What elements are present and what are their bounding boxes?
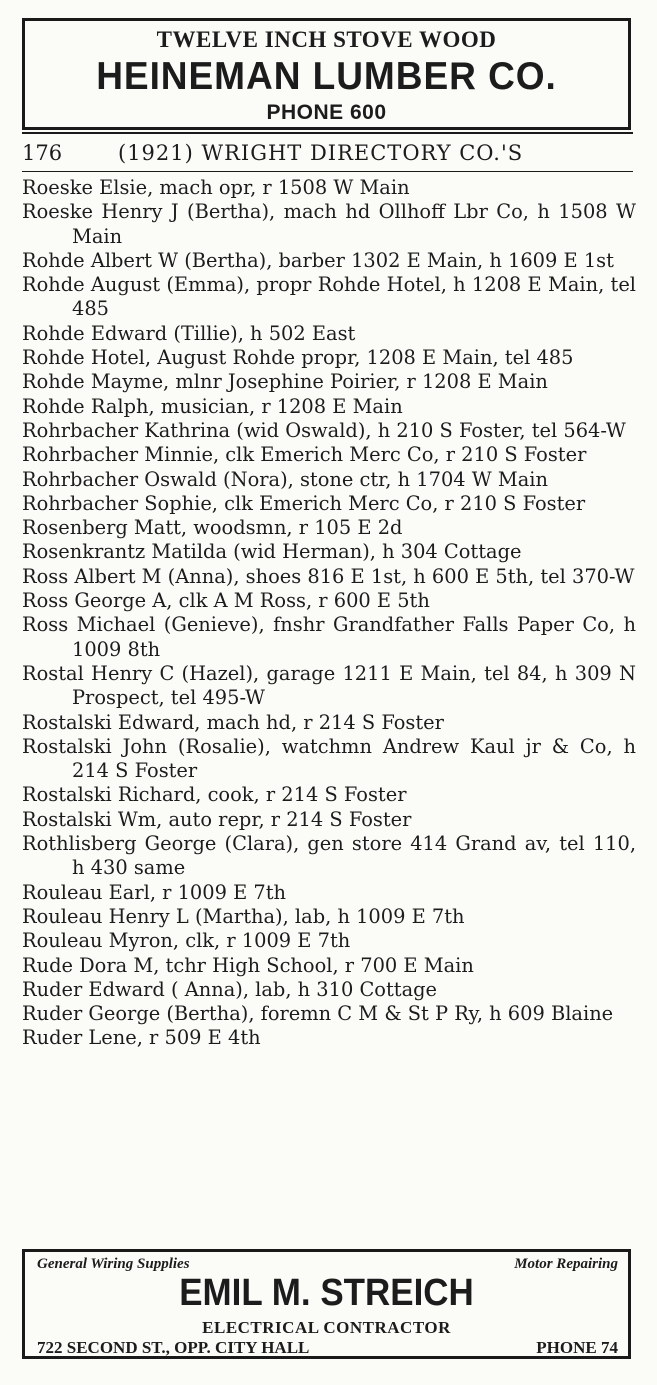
- ad-phone: PHONE 600: [266, 101, 387, 124]
- directory-entry: Rostalski Richard, cook, r 214 S Foster: [22, 783, 407, 807]
- directory-entry: Rohde Hotel, August Rohde propr, 1208 E Main, tel 485: [22, 346, 574, 370]
- directory-entry: Rostalski John (Rosalie), watchmn Andrew Kaul jr & Co, h 214 S Foster: [22, 734, 636, 783]
- ad-business-type: ELECTRICAL CONTRACTOR: [202, 1318, 451, 1337]
- directory-entry: Ruder Lene, r 509 E 4th: [22, 1026, 261, 1050]
- ad-business-name: EMIL M. STREICH: [179, 1272, 474, 1314]
- directory-entry: Rouleau Henry L (Martha), lab, h 1009 E 7th: [22, 904, 465, 928]
- directory-entry: Rohde Ralph, musician, r 1208 E Main: [22, 394, 403, 418]
- header-bottom-rule: [22, 171, 633, 172]
- ad-address: 722 SECOND ST., OPP. CITY HALL: [37, 1338, 310, 1357]
- directory-entry: Ross Albert M (Anna), shoes 816 E 1st, h 600 E 5th, tel 370-W: [22, 564, 635, 588]
- directory-entry: Rosenberg Matt, woodsmn, r 105 E 2d: [22, 516, 403, 540]
- directory-entry: Roeske Elsie, mach opr, r 1508 W Main: [22, 176, 410, 199]
- directory-entry: Rohde August (Emma), propr Rohde Hotel, h 1208 E Main, tel 485: [22, 273, 636, 321]
- directory-entry: Rohde Albert W (Bertha), barber 1302 E Main, h 1609 E 1st: [22, 248, 614, 272]
- directory-entry: Rohrbacher Oswald (Nora), stone ctr, h 1704 W Main: [22, 467, 548, 491]
- page-header: [22, 139, 631, 169]
- directory-entry: Rohde Mayme, mlnr Josephine Poirier, r 1208 E Main: [22, 370, 548, 394]
- page-title: (1921) WRIGHT DIRECTORY CO.'S: [118, 141, 524, 165]
- directory-entry: Ruder George (Bertha), foremn C M & St P Ry, h 609 Blaine: [22, 1002, 614, 1026]
- ad-company-name: HEINEMAN LUMBER CO.: [96, 55, 557, 98]
- ad-phone: PHONE 74: [536, 1338, 618, 1357]
- directory-entry: Rude Dora M, tchr High School, r 700 E Main: [22, 953, 474, 977]
- directory-entry: Rohrbacher Minnie, clk Emerich Merc Co, r 210 S Foster: [22, 443, 587, 467]
- directory-entry: Ruder Edward ( Anna), lab, h 310 Cottage: [22, 977, 438, 1001]
- ad-service-left: General Wiring Supplies: [37, 1256, 190, 1272]
- directory-entry: Rostalski Wm, auto repr, r 214 S Foster: [22, 807, 412, 831]
- directory-entry: Rouleau Myron, clk, r 1009 E 7th: [22, 929, 351, 953]
- directory-entry: Rostalski Edward, mach hd, r 214 S Foster: [22, 710, 444, 734]
- page-number: 176: [22, 141, 63, 165]
- directory-entry: Rothlisberg George (Clara), gen store 414 Grand av, tel 110, h 430 same: [22, 832, 636, 880]
- header-top-rule: [22, 132, 633, 134]
- directory-entries: [22, 176, 636, 1051]
- directory-entry: Rohde Edward (Tillie), h 502 East: [22, 321, 356, 345]
- directory-entry: Ross Michael (Genieve), fnshr Grandfather Falls Paper Co, h 1009 8th: [22, 613, 636, 661]
- bottom-advertisement: [22, 1249, 631, 1359]
- directory-entry: Rohrbacher Kathrina (wid Oswald), h 210 S Foster, tel 564-W: [22, 418, 626, 442]
- directory-entry: Rouleau Earl, r 1009 E 7th: [22, 880, 287, 904]
- ad-tagline: TWELVE INCH STOVE WOOD: [156, 27, 497, 52]
- directory-entry: Rostal Henry C (Hazel), garage 1211 E Main, tel 84, h 309 N Prospect, tel 495-W: [22, 661, 636, 710]
- ad-service-right: Motor Repairing: [514, 1256, 618, 1272]
- directory-entry: Ross George A, clk A M Ross, r 600 E 5th: [22, 589, 430, 613]
- directory-entry: Roeske Henry J (Bertha), mach hd Ollhoff Lbr Co, h 1508 W Main: [22, 200, 636, 248]
- top-advertisement: [22, 18, 631, 130]
- directory-entry: Rosenkrantz Matilda (wid Herman), h 304 Cottage: [22, 540, 522, 564]
- directory-entry: Rohrbacher Sophie, clk Emerich Merc Co, r 210 S Foster: [22, 491, 586, 515]
